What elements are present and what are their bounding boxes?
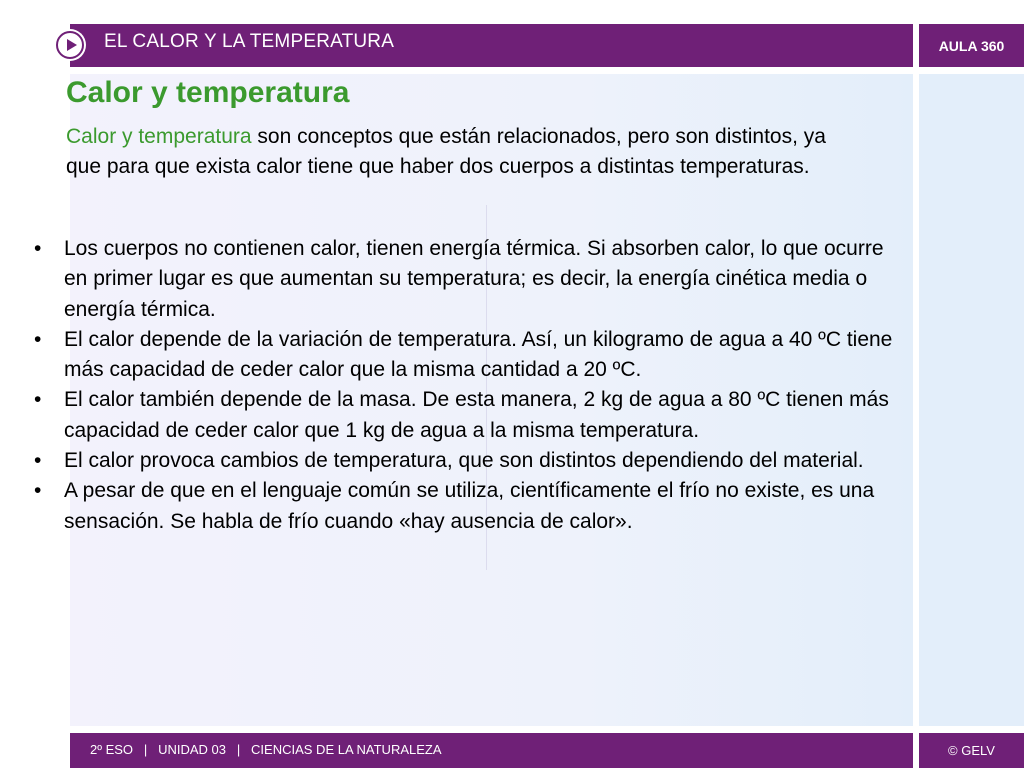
intro-paragraph [66, 122, 866, 182]
intro-text: son conceptos que están relacionados, pero son distintos, ya que para que exista calor tiene que haber dos cuerpos a distintas temperaturas. [66, 125, 826, 178]
intro-highlight: Calor y temperatura [66, 125, 252, 148]
bullet-item [30, 446, 910, 476]
play-triangle-icon [67, 39, 77, 51]
header-title: EL CALOR Y LA TEMPERATURA [104, 31, 395, 52]
footer-copyright: © GELV [948, 743, 995, 758]
bullet-marker: • [34, 479, 42, 503]
bullet-text: El calor depende de la variación de temperatura. Así, un kilogramo de agua a 40 ºC tiene más capacidad de ceder calor que la misma cantidad a 20 ºC. [64, 327, 893, 382]
bullet-text: A pesar de que en el lenguaje común se utiliza, científicamente el frío no existe, es una sensación. Se habla de frío cuando «hay ausencia de calor». [64, 479, 875, 533]
bullet-item [30, 385, 910, 446]
right-side-strip [919, 74, 1024, 726]
bullet-marker: • [34, 388, 42, 412]
bullet-item [30, 476, 910, 537]
bullet-marker: • [34, 327, 42, 351]
bullet-marker: • [34, 449, 42, 473]
slide-title: Calor y temperatura [66, 76, 350, 109]
bullet-item [30, 325, 910, 386]
bullet-text: El calor provoca cambios de temperatura, que son distintos dependiendo del material. [64, 449, 864, 473]
bullet-text: Los cuerpos no contienen calor, tienen energía térmica. Si absorben calor, lo que ocurre en primer lugar es que aumentan su temperatura; es decir, la energía cinética media o energía térmica. [64, 237, 884, 321]
play-icon[interactable] [56, 31, 84, 59]
bullet-item [30, 234, 910, 325]
bullet-text: El calor también depende de la masa. De esta manera, 2 kg de agua a 80 ºC tienen más capacidad de ceder calor que 1 kg de agua a la misma temperatura. [64, 388, 889, 442]
brand-label: AULA 360 [938, 38, 1005, 54]
bullet-marker: • [34, 237, 42, 260]
bullet-list [30, 234, 910, 537]
footer-text: 2º ESO | UNIDAD 03 | CIENCIAS DE LA NATURALEZA [90, 742, 442, 757]
